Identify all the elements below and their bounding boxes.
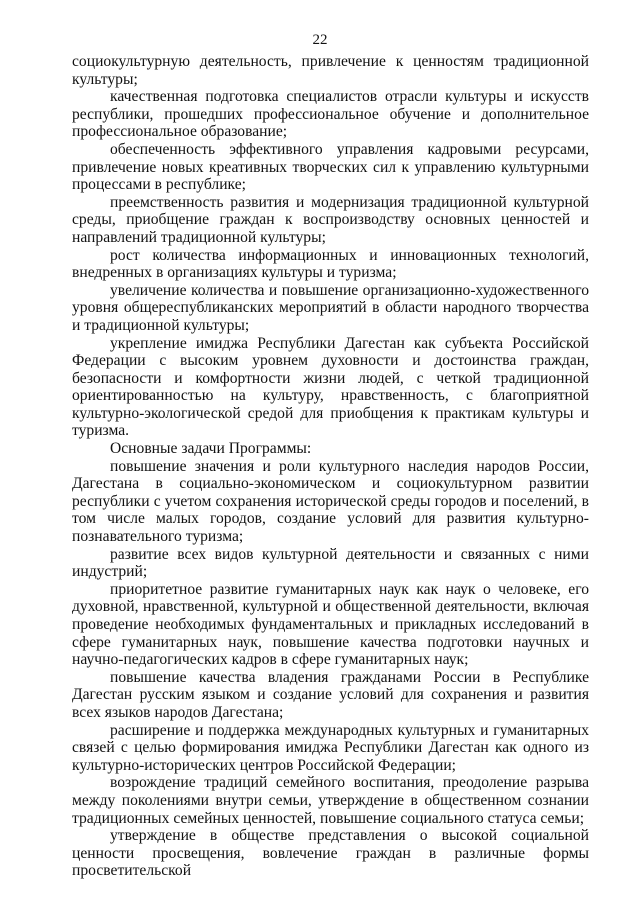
paragraph: обеспеченность эффективного управления кадровыми ресурсами, привлечение новых креативных творческих сил к управлению культурными процессами в республике; [72, 140, 589, 194]
paragraph: повышение значения и роли культурного наследия народов России, Дагестана в социально-экономическом и социокультурном развитии республики с учетом сохранения исторической среды городов и поселений, в том числе малых городов, создание условий для развития культурно-познавательного туризма; [72, 457, 589, 546]
paragraph: увеличение количества и повышение организационно-художественного уровня общереспубликанских мероприятий в области народного творчества и традиционной культуры; [72, 281, 589, 334]
paragraph: утверждение в обществе представления о высокой социальной ценности просвещения, вовлечение граждан в различные формы просветительской [72, 827, 589, 880]
paragraph: укрепление имиджа Республики Дагестан как субъекта Российской Федерации с высоким уровнем духовности и достоинства граждан, безопасности и комфортности жизни людей, с четкой традиционной ориентированностью на культуру, нравственность, с благоприятной культурно-экологической средой для приобщения к практикам культуры и туризма. [72, 334, 589, 440]
paragraph: развитие всех видов культурной деятельности и связанных с ними индустрий; [72, 545, 589, 581]
paragraph: качественная подготовка специалистов отрасли культуры и искусств республики, прошедших профессиональное обучение и дополнительное профессиональное образование; [72, 88, 589, 141]
paragraph: возрождение традиций семейного воспитания, преодоление разрыва между поколениями внутри семьи, утверждение в общественном сознании традиционных семейных ценностей, повышение социального статуса семьи; [72, 774, 589, 827]
section-heading: Основные задачи Программы: [110, 440, 312, 458]
paragraph: социокультурную деятельность, привлечение к ценностям традиционной культуры; [72, 53, 589, 88]
paragraph: приоритетное развитие гуманитарных наук как наук о человеке, его духовной, нравственной, культурной и общественной деятельности, включая проведение необходимых фундаментальных и прикладных исследований в сфере гуманитарных наук, повышение качества подготовки научных и научно-педагогических кадров в сфере гуманитарных наук; [72, 580, 589, 669]
paragraph: рост количества информационных и инновационных технологий, внедренных в организациях культуры и туризма; [72, 246, 589, 282]
page-number: 22 [312, 32, 328, 48]
paragraph: преемственность развития и модернизация традиционной культурной среды, приобщение граждан к воспроизводству основных ценностей и направлений традиционной культуры; [72, 193, 589, 246]
document-body [72, 53, 589, 880]
paragraph: повышение качества владения гражданами России в Республике Дагестан русским языком и создание условий для сохранения и развития всех языков народов Дагестана; [72, 668, 589, 721]
paragraph: расширение и поддержка международных культурных и гуманитарных связей с целью формирования имиджа Республики Дагестан как одного из культурно-исторических центров Российской Федерации; [72, 721, 589, 774]
